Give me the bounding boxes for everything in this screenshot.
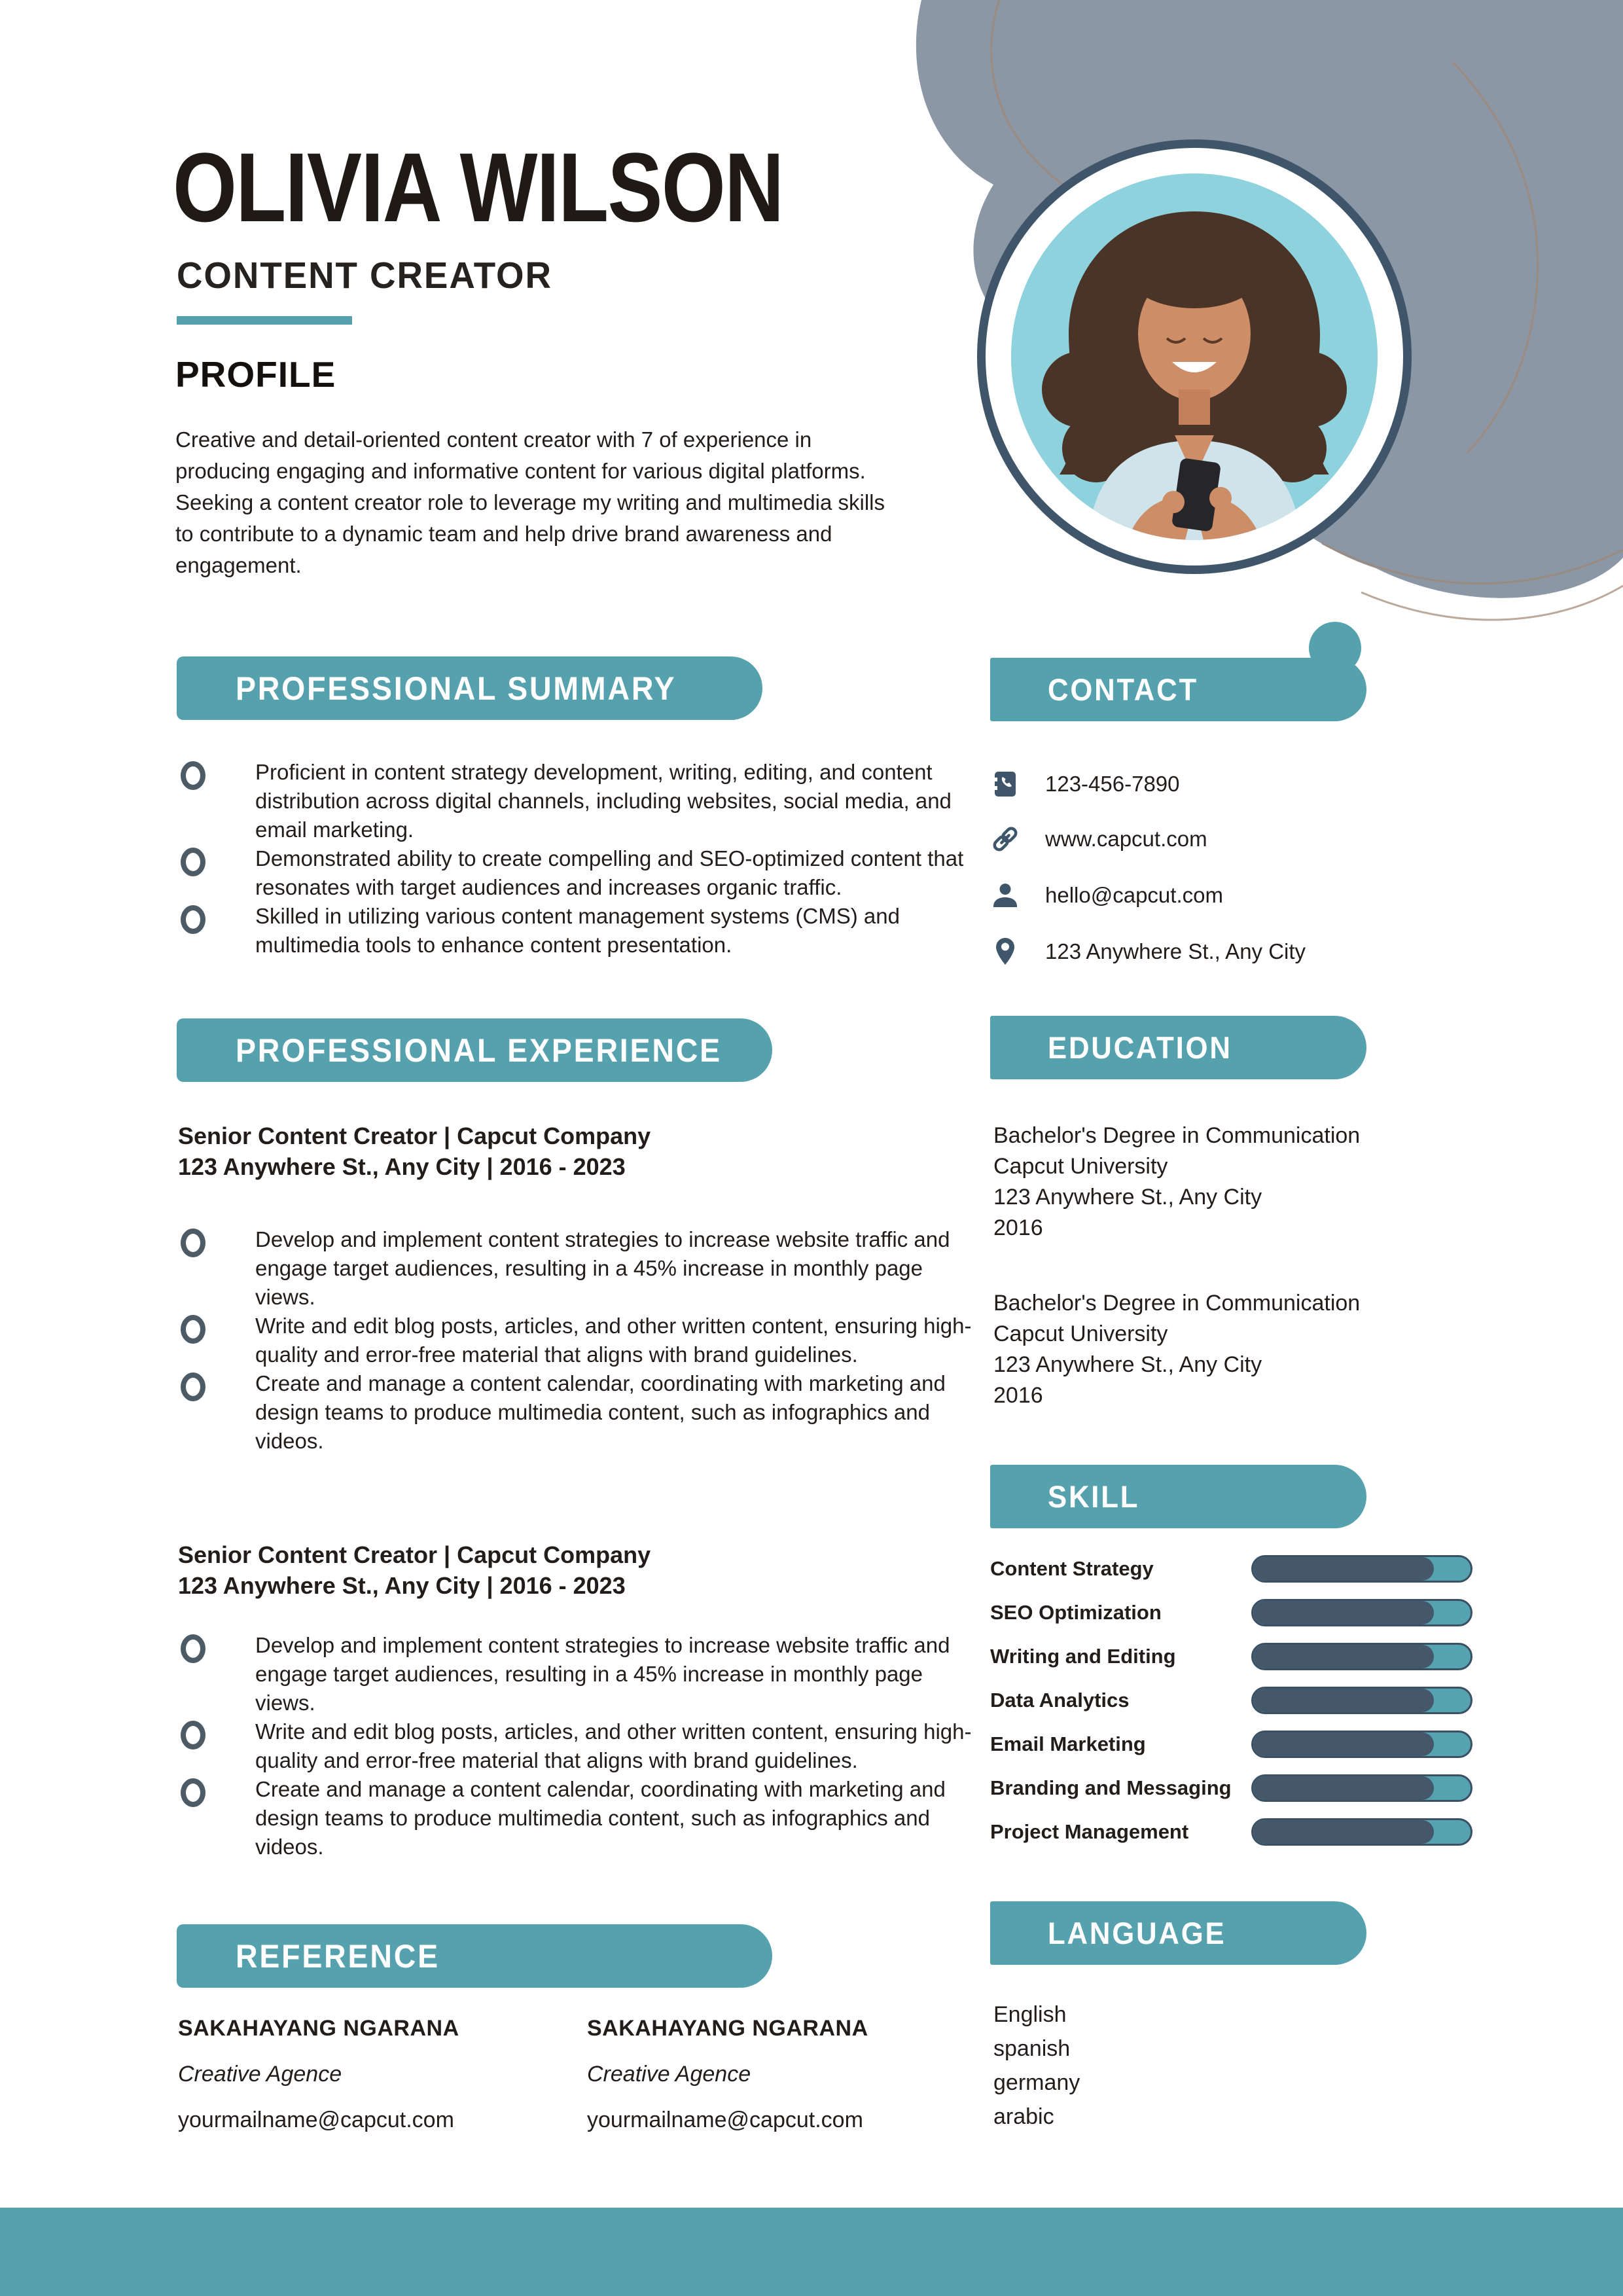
list-item	[177, 1369, 978, 1456]
contact-row-address	[990, 935, 1306, 969]
circle-bullet-icon	[181, 761, 205, 790]
reference-company: Creative Agence	[178, 2062, 342, 2087]
phone-icon	[990, 769, 1020, 799]
skill-progress-fill	[1253, 1645, 1434, 1668]
reference-entry	[587, 2016, 967, 2133]
circle-bullet-icon	[181, 1372, 205, 1401]
skill-progress-bar	[1251, 1818, 1472, 1846]
reference-email: yourmailname@capcut.com	[587, 2108, 863, 2132]
language-item: germany	[993, 2070, 1080, 2095]
list-item	[177, 902, 978, 960]
experience-section-banner	[177, 1018, 772, 1082]
skill-row	[990, 1641, 1472, 1672]
education-school: Capcut University	[993, 1321, 1168, 1346]
list-item	[177, 844, 978, 902]
reference-email: yourmailname@capcut.com	[178, 2108, 454, 2132]
person-icon	[990, 880, 1020, 910]
skill-row	[990, 1817, 1472, 1847]
bullet-text: Proficient in content strategy development, writing, editing, and content distribution across digital channels, including websites, social media, and email marketing.	[255, 760, 952, 842]
bullet-text: Skilled in utilizing various content management systems (CMS) and multimedia tools to enhance content presentation.	[255, 904, 900, 957]
skill-label: Branding and Messaging	[990, 1776, 1232, 1799]
bullet-text: Create and manage a content calendar, coordinating with marketing and design teams to produce multimedia content, such as infographics and videos.	[255, 1777, 946, 1859]
skill-heading: SKILL	[1048, 1479, 1140, 1514]
skill-label: Email Marketing	[990, 1732, 1146, 1755]
education-degree: Bachelor's Degree in Communication	[993, 1291, 1361, 1316]
education-entry	[993, 1121, 1452, 1244]
list-item	[177, 1631, 978, 1717]
education-year: 2016	[993, 1383, 1043, 1408]
circle-bullet-icon	[181, 1229, 205, 1257]
education-entry	[993, 1288, 1452, 1411]
skill-progress-fill	[1253, 1732, 1434, 1756]
contact-email: hello@capcut.com	[1045, 883, 1223, 907]
education-degree: Bachelor's Degree in Communication	[993, 1123, 1361, 1148]
bullet-text: Demonstrated ability to create compelling and SEO-optimized content that resonates with target audiences and increases organic traffic.	[255, 846, 964, 899]
avatar-illustration	[1011, 173, 1378, 540]
contact-row-website	[990, 822, 1207, 856]
reference-company: Creative Agence	[587, 2062, 751, 2087]
skill-progress-bar	[1251, 1774, 1472, 1802]
contact-row-phone	[990, 767, 1180, 801]
education-school: Capcut University	[993, 1154, 1168, 1179]
profile-photo-ring	[977, 139, 1412, 574]
footer-accent-bar	[0, 2208, 1623, 2296]
skill-progress-bar	[1251, 1555, 1472, 1583]
skill-label: SEO Optimization	[990, 1601, 1162, 1624]
reference-name: SAKAHAYANG NGARANA	[178, 2016, 459, 2041]
job-bullet-list	[177, 1631, 978, 1861]
list-item	[177, 1717, 978, 1775]
skill-progress-bar	[1251, 1731, 1472, 1758]
person-role: CONTENT CREATOR	[177, 255, 552, 296]
circle-bullet-icon	[181, 1315, 205, 1344]
contact-website: www.capcut.com	[1045, 827, 1207, 851]
contact-row-email	[990, 878, 1223, 912]
education-address: 123 Anywhere St., Any City	[993, 1185, 1262, 1210]
skill-progress-bar	[1251, 1599, 1472, 1626]
language-heading: LANGUAGE	[1048, 1916, 1226, 1950]
language-list	[993, 1998, 1080, 2134]
skill-row	[990, 1685, 1472, 1715]
skill-progress-fill	[1253, 1557, 1434, 1581]
skill-label: Content Strategy	[990, 1557, 1154, 1580]
job-bullet-list	[177, 1225, 978, 1456]
list-item	[177, 1775, 978, 1861]
bullet-text: Create and manage a content calendar, coordinating with marketing and design teams to produce multimedia content, such as infographics and videos.	[255, 1371, 946, 1453]
contact-heading: CONTACT	[1048, 672, 1198, 707]
language-item: spanish	[993, 2036, 1071, 2061]
circle-bullet-icon	[181, 1634, 205, 1663]
contact-phone: 123-456-7890	[1045, 772, 1180, 796]
skill-label: Project Management	[990, 1820, 1189, 1843]
skill-section-banner	[990, 1465, 1366, 1528]
job-header	[178, 1539, 651, 1601]
education-year: 2016	[993, 1215, 1043, 1240]
circle-bullet-icon	[181, 848, 205, 876]
reference-section-banner	[177, 1924, 772, 1988]
list-item	[177, 1225, 978, 1312]
experience-heading: PROFESSIONAL EXPERIENCE	[236, 1031, 722, 1069]
circle-bullet-icon	[181, 905, 205, 934]
circle-bullet-icon	[181, 1778, 205, 1807]
language-item: arabic	[993, 2104, 1054, 2129]
skill-progress-bar	[1251, 1687, 1472, 1714]
language-item: English	[993, 2002, 1067, 2027]
accent-underline	[177, 316, 352, 325]
reference-heading: REFERENCE	[236, 1937, 440, 1975]
education-address: 123 Anywhere St., Any City	[993, 1352, 1262, 1377]
summary-heading: PROFESSIONAL SUMMARY	[236, 670, 677, 707]
skill-progress-fill	[1253, 1776, 1434, 1800]
job-meta-line: 123 Anywhere St., Any City | 2016 - 2023	[178, 1153, 626, 1180]
profile-heading: PROFILE	[175, 354, 336, 395]
education-heading: EDUCATION	[1048, 1030, 1232, 1065]
education-section-banner	[990, 1016, 1366, 1079]
skill-row	[990, 1554, 1472, 1584]
skill-row	[990, 1729, 1472, 1759]
skill-progress-fill	[1253, 1689, 1434, 1712]
skill-label: Data Analytics	[990, 1689, 1130, 1712]
skill-row	[990, 1773, 1472, 1803]
bullet-text: Develop and implement content strategies to increase website traffic and engage target audiences, resulting in a 45% increase in monthly page views.	[255, 1227, 950, 1309]
skill-progress-fill	[1253, 1820, 1434, 1844]
bullet-text: Write and edit blog posts, articles, and other written content, ensuring high-quality and error-free material that aligns with brand guidelines.	[255, 1314, 972, 1367]
contact-address: 123 Anywhere St., Any City	[1045, 939, 1306, 963]
reference-entry	[178, 2016, 558, 2133]
link-icon	[990, 824, 1020, 854]
contact-section-banner	[990, 658, 1366, 721]
person-name: OLIVIA WILSON	[173, 132, 783, 242]
summary-section-banner	[177, 656, 762, 720]
skill-progress-fill	[1253, 1601, 1434, 1624]
list-item	[177, 1312, 978, 1369]
bullet-text: Develop and implement content strategies to increase website traffic and engage target audiences, resulting in a 45% increase in monthly page views.	[255, 1633, 950, 1715]
list-item	[177, 758, 978, 844]
location-icon	[990, 937, 1020, 967]
job-meta-line: 123 Anywhere St., Any City | 2016 - 2023	[178, 1572, 626, 1599]
skill-progress-bar	[1251, 1643, 1472, 1670]
job-title-line: Senior Content Creator | Capcut Company	[178, 1122, 651, 1149]
language-section-banner	[990, 1901, 1366, 1965]
job-title-line: Senior Content Creator | Capcut Company	[178, 1541, 651, 1568]
reference-name: SAKAHAYANG NGARANA	[587, 2016, 868, 2041]
skill-label: Writing and Editing	[990, 1645, 1176, 1668]
circle-bullet-icon	[181, 1721, 205, 1749]
job-header	[178, 1121, 651, 1182]
summary-bullet-list	[177, 758, 978, 960]
profile-photo	[1011, 173, 1378, 540]
bullet-text: Write and edit blog posts, articles, and other written content, ensuring high-quality and error-free material that aligns with brand guidelines.	[255, 1719, 972, 1772]
profile-text: Creative and detail-oriented content creator with 7 of experience in producing engaging and informative content for various digital platforms. Seeking a content creator role to leverage my writing and multimedia skills to contribute to a dynamic team and help drive brand awareness and engagement.	[175, 427, 885, 577]
skill-row	[990, 1598, 1472, 1628]
